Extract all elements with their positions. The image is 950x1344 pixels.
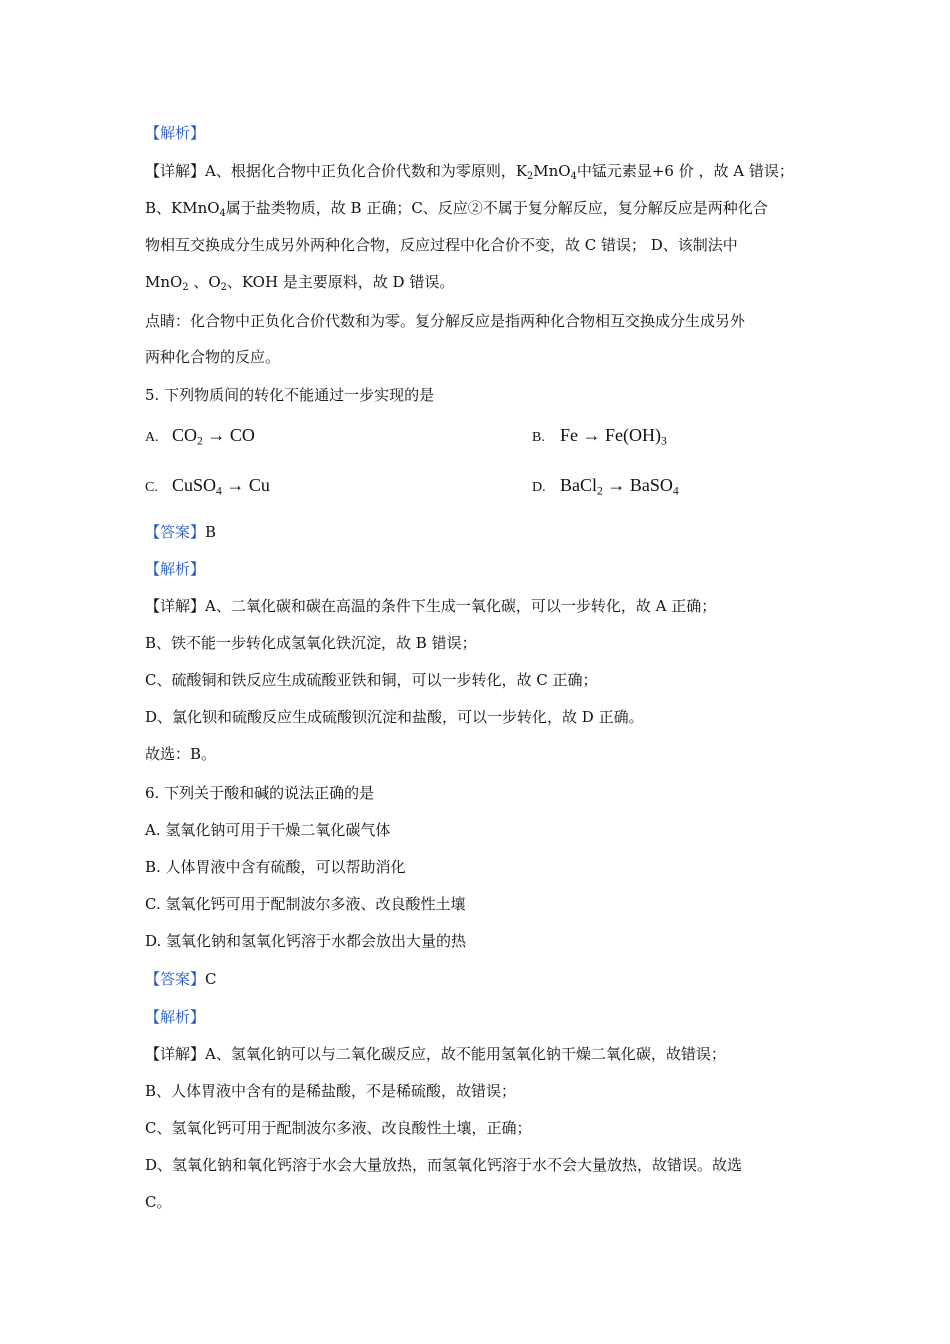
option-d: D. 氢氧化钠和氢氧化钙溶于水都会放出大量的热 [145, 932, 467, 950]
analysis-tag: 【解析】 [145, 1008, 206, 1026]
option-label: C. [145, 480, 158, 495]
detail-line: 【详解】A、根据化合物中正负化合价代数和为零原则，$K_2MnO_4$中锰元素显+6 价 ，故 A 错误； [145, 162, 794, 182]
analysis-tag: 【解析】 [145, 560, 206, 578]
option-formula: CuSO$_4$ → Cu [172, 475, 270, 498]
answer-tag: 【答案】 [145, 523, 206, 541]
option-c: C. 氢氧化钙可用于配制波尔多液、改良酸性土壤 [145, 895, 466, 913]
option-b: B. 人体胃液中含有硫酸，可以帮助消化 [145, 858, 406, 876]
detail-line: B、铁不能一步转化成氢氧化铁沉淀，故 B 错误； [145, 634, 477, 652]
option-formula: BaCl$_2$ → BaSO$_4$ [560, 475, 679, 498]
detail-line: C。 [145, 1193, 172, 1211]
answer-tag: 【答案】 [145, 970, 206, 988]
detail-line: B、人体胃液中含有的是稀盐酸，不是稀硫酸，故错误； [145, 1082, 517, 1100]
option-label: B. [532, 430, 545, 445]
detail-line: C、硫酸铜和铁反应生成硫酸亚铁和铜，可以一步转化，故 C 正确； [145, 671, 598, 689]
question-stem: 6. 下列关于酸和碱的说法正确的是 [145, 784, 375, 802]
comment-line: 两种化合物的反应。 [145, 348, 281, 366]
answer-value: B [205, 523, 217, 541]
answer-value: C [205, 970, 217, 988]
question-stem: 5. 下列物质间的转化不能通过一步实现的是 [145, 386, 435, 404]
answer-line [145, 968, 815, 990]
detail-line: 【详解】A、氢氧化钠可以与二氧化碳反应，故不能用氢氧化钠干燥二氧化碳，故错误； [145, 1045, 726, 1063]
option-label: A. [145, 430, 159, 445]
detail-line: 物相互交换成分生成另外两种化合物，反应过程中化合价不变，故 C 错误； D、该制法中 [145, 236, 738, 254]
detail-line: D、氢氧化钠和氧化钙溶于水会大量放热，而氢氧化钙溶于水不会大量放热，故错误。故选 [145, 1156, 743, 1174]
analysis-tag: 【解析】 [145, 124, 206, 142]
detail-line: 故选：B。 [145, 745, 217, 763]
option-a: A. 氢氧化钠可用于干燥二氧化碳气体 [145, 821, 391, 839]
detail-line: C、氢氧化钙可用于配制波尔多液、改良酸性土壤，正确； [145, 1119, 532, 1137]
comment-line: 点睛：化合物中正负化合价代数和为零。复分解反应是指两种化合物相互交换成分生成另外 [145, 312, 746, 330]
answer-line [145, 521, 815, 543]
detail-line: D、氯化钡和硫酸反应生成硫酸钡沉淀和盐酸，可以一步转化，故 D 正确。 [145, 708, 644, 726]
detail-line: B、KMnO$_4$属于盐类物质，故 B 正确；C、反应②不属于复分解反应，复分解反应是两种化合 [145, 199, 768, 219]
detail-line: MnO$_2$ 、$O_2$、KOH 是主要原料，故 D 错误。 [145, 273, 455, 293]
option-formula: $Fe \to Fe(OH)_3$ [560, 425, 667, 448]
detail-line: 【详解】A、二氧化碳和碳在高温的条件下生成一氧化碳，可以一步转化，故 A 正确； [145, 597, 717, 615]
option-label: D. [532, 480, 546, 495]
option-formula: $CO_2$ → CO [172, 425, 255, 448]
